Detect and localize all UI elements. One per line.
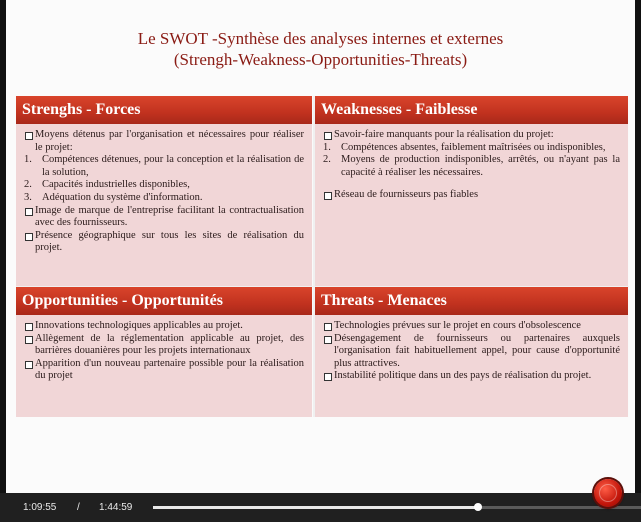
list-item: Innovations technologiques applicables au projet. <box>24 320 304 333</box>
list-item: Technologies prévues sur le projet en cours d'obsolescence <box>323 320 620 333</box>
record-icon[interactable] <box>594 479 622 507</box>
strengths-quadrant <box>16 96 313 286</box>
list-item: Présence géographique sur tous les sites de réalisation du projet. <box>24 230 304 255</box>
list-item: Désengagement de fournisseurs ou partenaires auxquels l'organisation fait habituellement appel, pour cause d'opportunité plus attractives. <box>323 333 620 371</box>
weaknesses-intro: Savoir-faire manquants pour la réalisation du projet: <box>323 129 620 142</box>
strengths-heading: Strenghs - Forces <box>16 96 312 124</box>
list-item: Allègement de la réglementation applicable au projet, des barrières douanières pour les projets internationaux <box>24 333 304 358</box>
threats-quadrant <box>315 287 629 417</box>
video-controls <box>0 493 641 522</box>
progress-handle[interactable] <box>474 503 482 511</box>
list-item: 2. Moyens de production indisponibles, arrêtés, ou n'ayant pas la capacité à réaliser les nécessaires. <box>323 154 620 178</box>
list-item: Instabilité politique dans un des pays de réalisation du projet. <box>323 370 620 383</box>
list-item: Apparition d'un nouveau partenaire possible pour la réalisation du projet <box>24 358 304 383</box>
strengths-intro: Moyens détenus par l'organisation et nécessaires pour réaliser le projet: <box>24 129 304 154</box>
list-item: Réseau de fournisseurs pas fiables <box>323 189 620 202</box>
total-time: 1:44:59 <box>99 502 133 513</box>
progress-bar[interactable] <box>153 506 641 509</box>
weaknesses-quadrant <box>315 96 629 286</box>
opportunities-quadrant <box>16 287 313 417</box>
progress-fill <box>153 506 478 509</box>
weaknesses-heading: Weaknesses - Faiblesse <box>315 96 628 124</box>
list-item: 1. Compétences détenues, pour la conception et la réalisation de la solution, <box>24 154 304 178</box>
slide <box>6 0 635 493</box>
current-time: 1:09:55 <box>23 502 57 513</box>
opportunities-heading: Opportunities - Opportunités <box>16 287 312 315</box>
swot-grid <box>16 96 629 417</box>
list-item: 2. Capacités industrielles disponibles, <box>24 179 190 191</box>
list-item: 3. Adéquation du système d'information. <box>24 191 203 203</box>
threats-heading: Threats - Menaces <box>315 287 628 315</box>
slide-subtitle: (Strengh-Weakness-Opportunities-Threats) <box>173 50 468 69</box>
list-item: 1. Compétences absentes, faiblement maîtrisées ou indisponibles, <box>323 141 606 153</box>
time-separator: / <box>77 502 80 513</box>
list-item: Image de marque de l'entreprise facilitant la contractualisation avec des fournisseurs. <box>24 205 304 230</box>
slide-title: Le SWOT -Synthèse des analyses internes et externes <box>137 29 504 48</box>
